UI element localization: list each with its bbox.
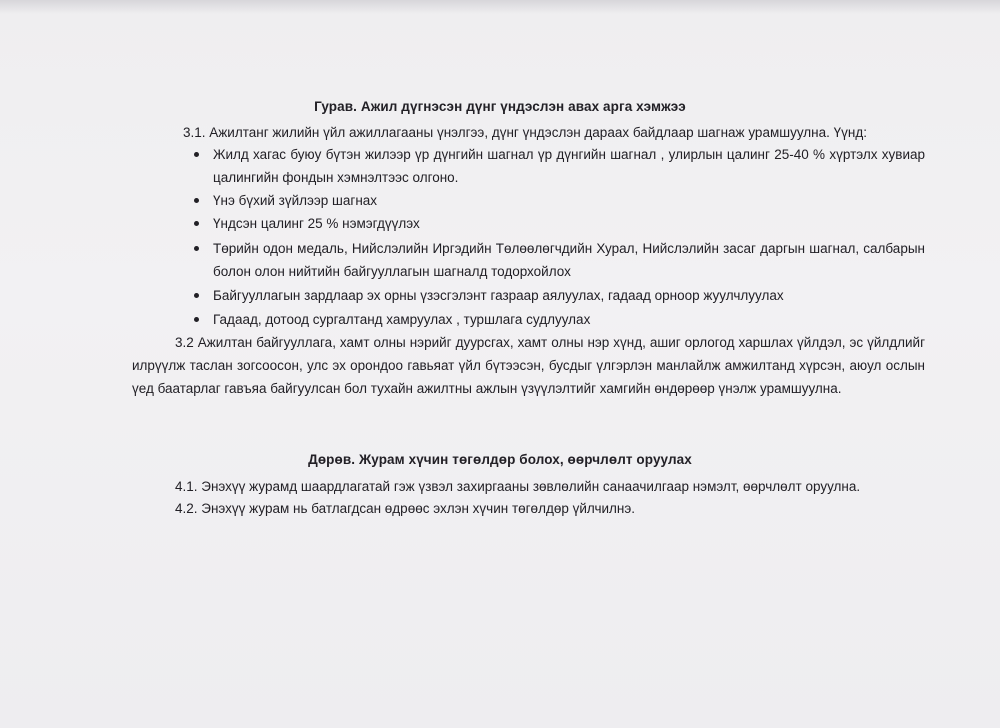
bullet-item-1: Жилд хагас буюу бүтэн жилээр үр дүнгийн шагнал үр дүнгийн шагнал , улирлын цалинг 25-40 % хүртэлх хувиар цалингийн фондын хэмнэлтээс олгоно.	[213, 147, 925, 185]
bullet-dot-icon	[194, 198, 199, 203]
bullet-item-3: Үндсэн цалинг 25 % нэмэгдүүлэх	[213, 216, 420, 231]
paragraph-3-2: 3.2 Ажилтан байгууллага, хамт олны нэрийг дуурсгах, хамт олны нэр хүнд, ашиг орлогод харшлах үйлдэл, эс үйлдлийг илрүүлж таслан зогсоосон, улс эх орондоо гавьяат үйл бүтээсэн, бусдыг үлгэрлэн манлайлж амжилтанд хүрсэн, аюул ослын үед баатарлаг гавъяа байгуулсан бол тухайн ажилтны ажлын үзүүлэлтийг хамгийн өндөрөөр үнэлж урамшуулна.	[132, 335, 925, 396]
bullet-dot-icon	[194, 152, 199, 157]
paragraph-4-1: 4.1. Энэхүү журамд шаардлагатай гэж үзвэл захиргааны зөвлөлийн санаачилгаар нэмэлт, өөрчлөлт оруулна.	[175, 479, 861, 494]
bullet-item-2: Үнэ бүхий зүйлээр шагнах	[213, 193, 378, 208]
bullet-dot-icon	[194, 221, 199, 226]
page-edge-shadow	[0, 0, 1000, 14]
paragraph-3-1: 3.1. Ажилтанг жилийн үйл ажиллагааны үнэлгээ, дүнг үндэслэн дараах байдлаар шагнаж урамшуулна. Үүнд:	[183, 125, 867, 140]
bullet-item-5: Байгууллагын зардлаар эх орны үзэсгэлэнт газраар аялуулах, гадаад орноор жуулчлуулах	[213, 288, 784, 303]
bullet-dot-icon	[194, 246, 199, 251]
bullet-item-4: Төрийн одон медаль, Нийслэлийн Иргэдийн Төлөөлөгчдийн Хурал, Нийслэлийн засаг даргын шагнал, салбарын болон олон нийтийн байгууллагын шагналд тодорхойлох	[213, 241, 925, 279]
bullet-dot-icon	[194, 293, 199, 298]
section-3-heading: Гурав. Ажил дүгнэсэн дүнг үндэслэн авах арга хэмжээ	[314, 99, 686, 114]
bullet-item-6: Гадаад, дотоод сургалтанд хамруулах , туршлага судлуулах	[213, 312, 591, 327]
paragraph-4-2: 4.2. Энэхүү журам нь батлагдсан өдрөөс эхлэн хүчин төгөлдөр үйлчилнэ.	[175, 501, 636, 516]
bullet-dot-icon	[194, 317, 199, 322]
section-4-heading: Дөрөв. Журам хүчин төгөлдөр болох, өөрчлөлт оруулах	[308, 452, 692, 467]
